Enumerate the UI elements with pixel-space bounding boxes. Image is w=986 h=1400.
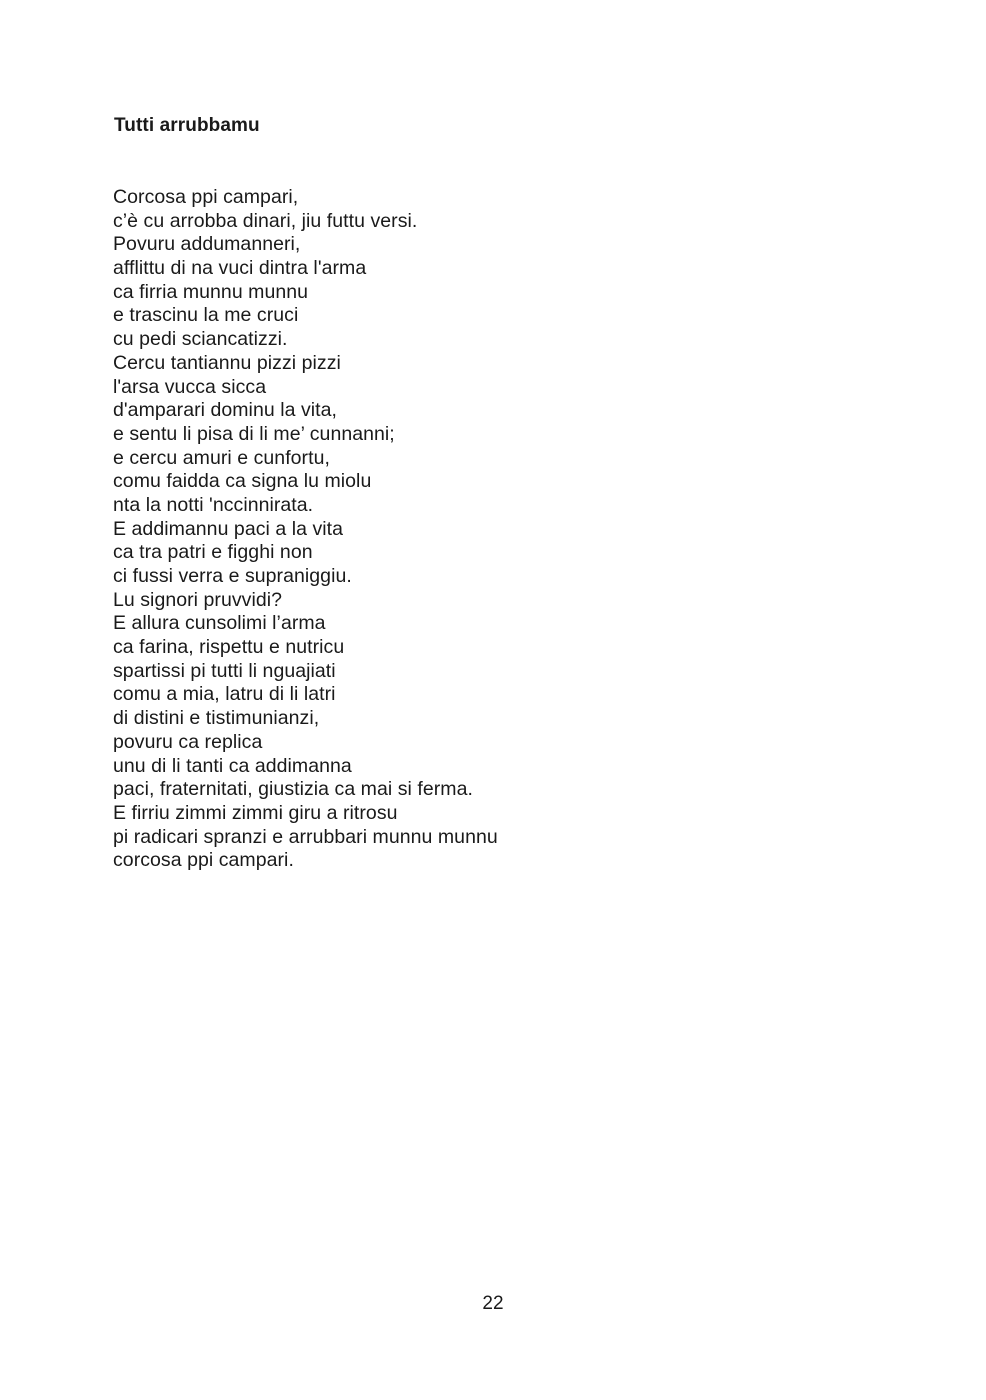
poem-line: ci fussi verra e supraniggiu. [113, 565, 352, 587]
poem-line: l'arsa vucca sicca [113, 375, 267, 398]
poem-line: e cercu amuri e cunfortu, [113, 446, 330, 469]
poem-line: di distini e tistimunianzi, [113, 707, 320, 730]
poem-line: E allura cunsolimi l’arma [113, 612, 326, 635]
poem-line: d'amparari dominu la vita, [113, 399, 337, 422]
poem-title: Tutti arrubbamu [114, 115, 260, 136]
poem-body [113, 186, 498, 873]
poem-line: comu faidda ca signa lu miolu [113, 470, 372, 493]
poem-line: c’è cu arrobba dinari, jiu futtu versi. [113, 209, 418, 232]
poem-line: E firriu zimmi zimmi giru a ritrosu [113, 801, 398, 824]
poem-line: povuru ca replica [113, 730, 263, 753]
poem-line: E addimannu paci a la vita [113, 517, 344, 540]
poem-line: comu a mia, latru di li latri [113, 683, 336, 706]
poem-line: ca farina, rispettu e nutricu [113, 636, 345, 659]
poem-line: cu pedi sciancatizzi. [113, 328, 288, 351]
poem-line: nta la notti 'nccinnirata. [113, 493, 314, 516]
poem-line: spartissi pi tutti li nguajiati [113, 659, 336, 682]
poem-line: Povuru addumanneri, [113, 233, 301, 256]
poem-line: paci, fraternitati, giustizia ca mai si ferma. [113, 778, 473, 801]
poem-line: afflittu di na vuci dintra l'arma [113, 257, 367, 280]
poem-line: e sentu li pisa di li me’ cunnanni; [113, 422, 395, 445]
poem-line: corcosa ppi campari. [113, 849, 294, 872]
poem-line: Corcosa ppi campari, [113, 186, 299, 208]
poem-line: ca firria munnu munnu [113, 280, 309, 303]
poem-line: Lu signori pruvvidi? [113, 588, 283, 611]
poem-line: Cercu tantiannu pizzi pizzi [113, 351, 341, 374]
poem-line: pi radicari spranzi e arrubbari munnu munnu [113, 825, 498, 848]
page-number: 22 [482, 1293, 504, 1314]
poem-line: e trascinu la me cruci [113, 304, 299, 327]
poem-line: unu di li tanti ca addimanna [113, 754, 352, 777]
poem-line: ca tra patri e figghi non [113, 541, 313, 564]
